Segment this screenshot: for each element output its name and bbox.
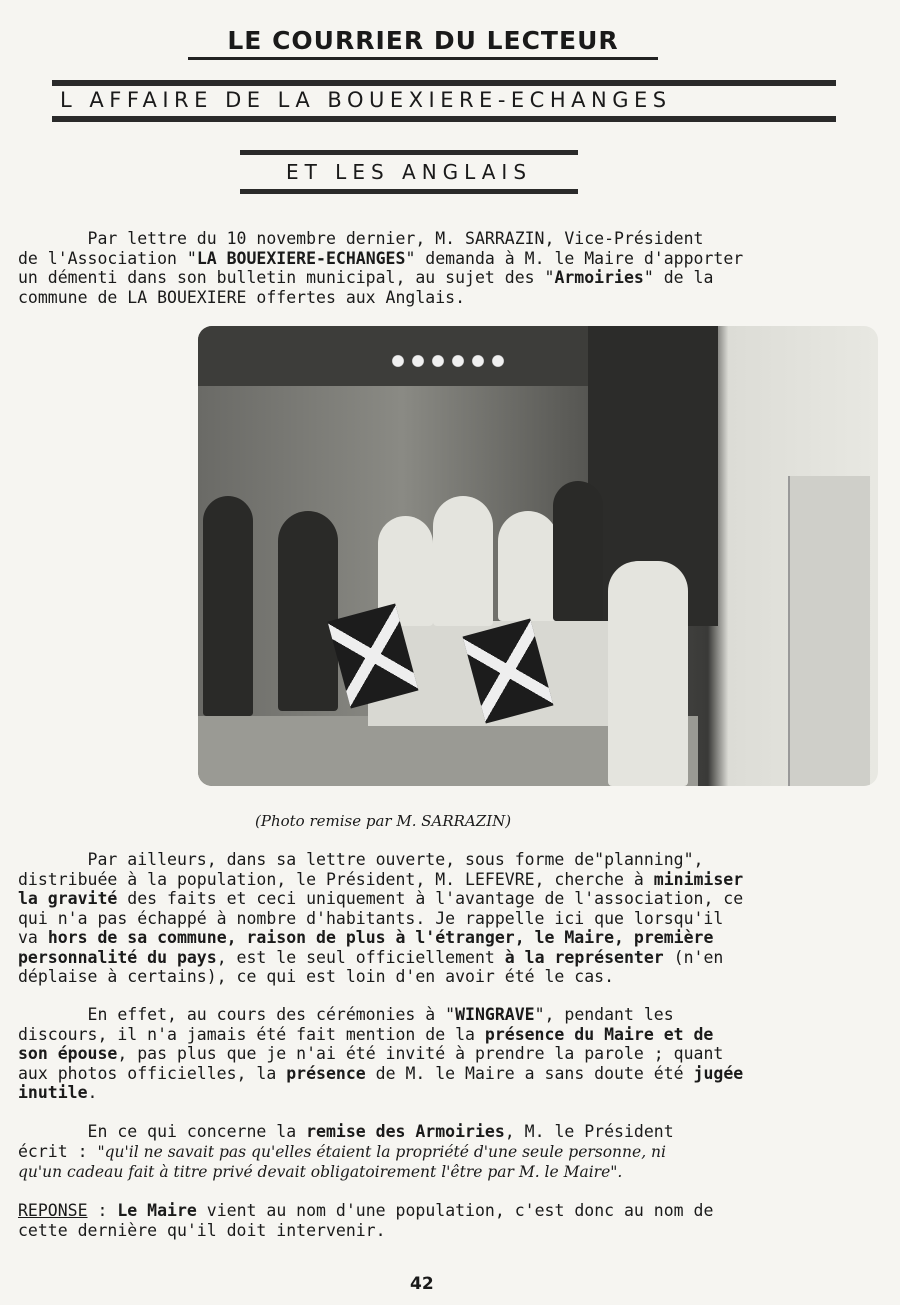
paragraph-armoiries: En ce qui concerne la remise des Armoiries, M. le Président écrit : "qu'il ne savait pas qu'elles étaient la propriété d'une seule personne, ni qu'un cadeau fait à titre privé devait obligatoirement l'être par M. le Maire". xyxy=(18,1122,674,1181)
article-subtitle: ET LES ANGLAIS xyxy=(285,160,533,184)
paragraph-planning: Par ailleurs, dans sa lettre ouverte, sous forme de"planning", distribuée à la population, le Président, M. LEFEVRE, cherche à minimiser la gravité des faits et ceci uniquement à l'avantage de l'association, ce qui n'a pas échappé à nombre d'habitants. Je rappelle ici que lorsqu'il va hors de sa commune, raison de plus à l'étranger, le Maire, première personnalité du pays, est le seul officiellement à la représenter (n'en déplaise à certains), ce qui est loin d'en avoir été le cas. xyxy=(18,850,744,986)
reponse-paragraph: REPONSE : Le Maire vient au nom d'une population, c'est donc au nom de cette dernière qu'il doit intervenir. xyxy=(18,1201,714,1240)
page-title: LE COURRIER DU LECTEUR xyxy=(188,26,658,60)
ceremony-photo xyxy=(198,326,878,786)
paragraph-wingrave: En effet, au cours des cérémonies à "WINGRAVE", pendant les discours, il n'a jamais été fait mention de la présence du Maire et de son épouse, pas plus que je n'ai été invité à prendre la parole ; quant aux photos officielles, la présence de M. le Maire a sans doute été jugée inutile. xyxy=(18,1005,744,1102)
photo-caption: (Photo remise par M. SARRAZIN) xyxy=(255,812,512,830)
article-title: L AFFAIRE DE LA BOUEXIERE-ECHANGES xyxy=(60,88,672,112)
page-number: 42 xyxy=(410,1274,434,1294)
intro-paragraph: Par lettre du 10 novembre dernier, M. SARRAZIN, Vice-Président de l'Association "LA BOUEXIERE-ECHANGES" demanda à M. le Maire d'apporter un démenti dans son bulletin municipal, au sujet des "Armoiries" de la commune de LA BOUEXIERE offertes aux Anglais. xyxy=(18,229,744,307)
